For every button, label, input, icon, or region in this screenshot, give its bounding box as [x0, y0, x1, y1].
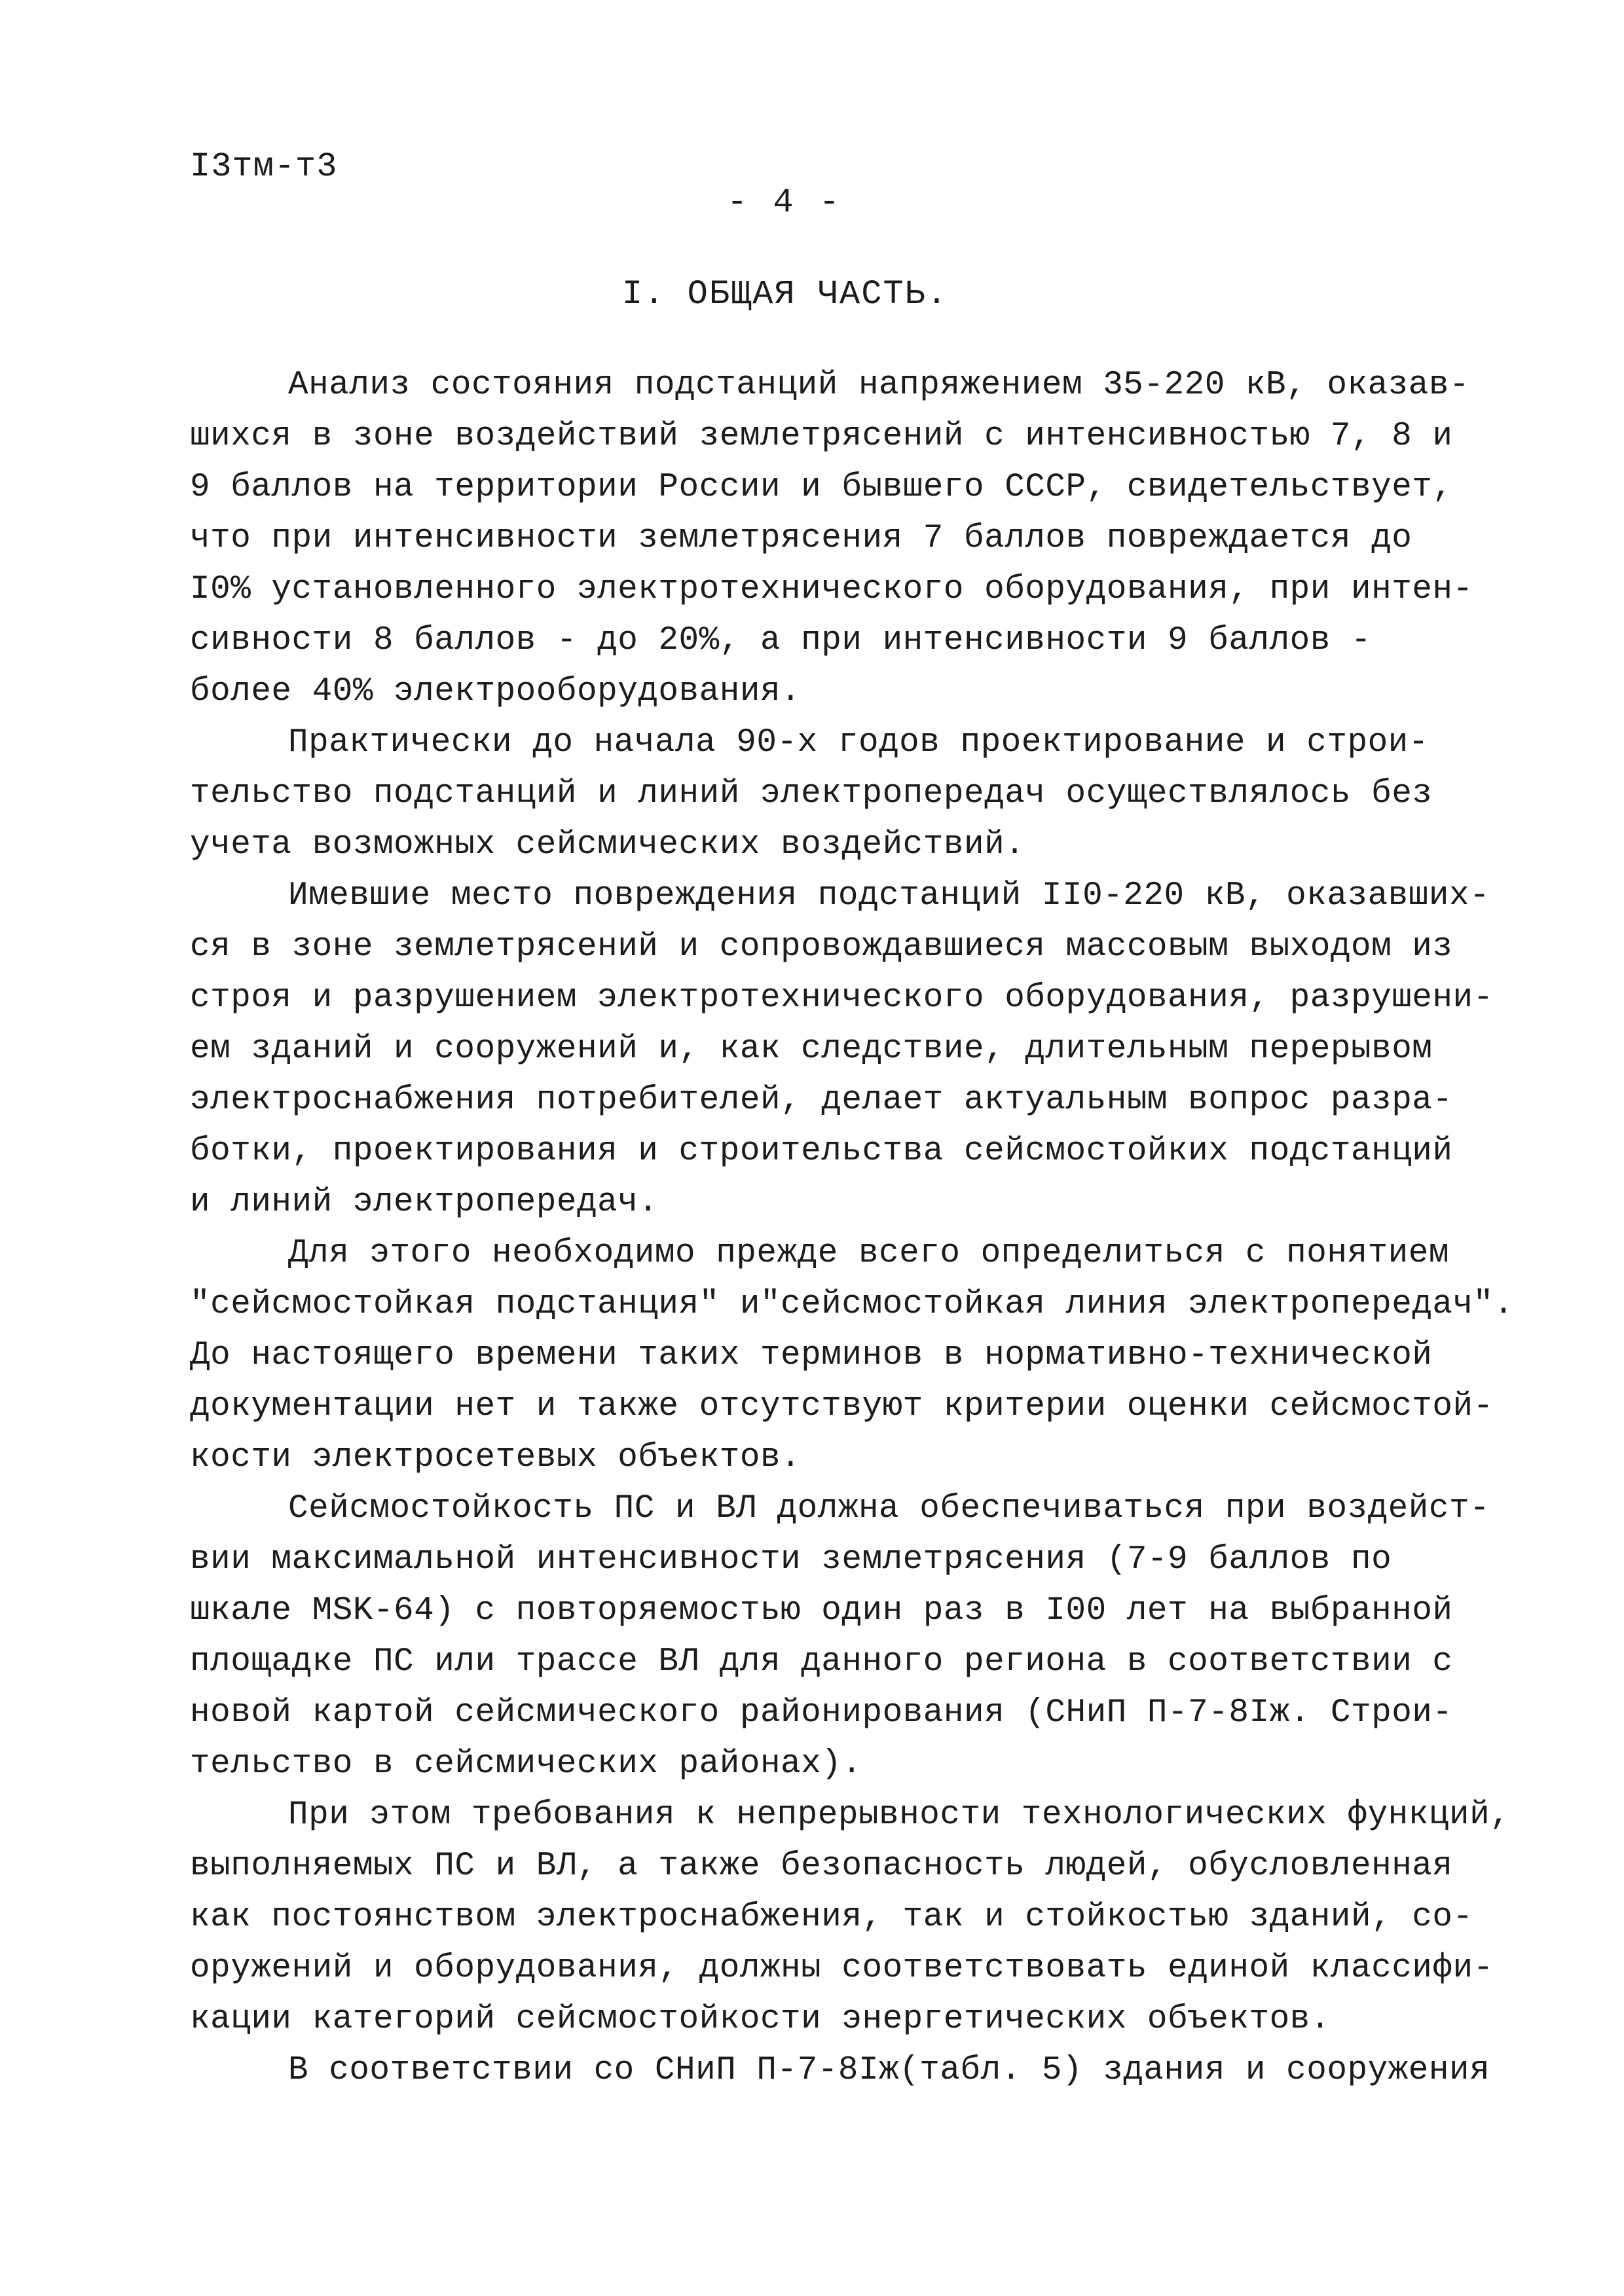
- text-line: учета возможных сейсмических воздействий.: [190, 826, 1025, 864]
- document-body: [190, 360, 1514, 2096]
- text-line: В соответствии со СНиП П-7-8Iж(табл. 5) здания и сооружения: [288, 2052, 1490, 2089]
- paragraph: [190, 871, 1494, 1228]
- text-line: что при интенсивности землетрясения 7 баллов повреждается до: [190, 520, 1412, 557]
- text-line: Анализ состояния подстанций напряжением 35-220 кВ, оказав-: [288, 367, 1470, 404]
- text-line: шихся в зоне воздействий землетрясений с интенсивностью 7, 8 и: [190, 418, 1453, 455]
- page-number: - 4 -: [727, 183, 843, 222]
- text-line: кости электросетевых объектов.: [190, 1439, 802, 1476]
- text-line: более 40% электрооборудования.: [190, 673, 802, 710]
- text-line: новой картой сейсмического районирования (СНиП П-7-8Iж. Строи-: [190, 1694, 1453, 1732]
- text-line: сивности 8 баллов - до 20%, а при интенсивности 9 баллов -: [190, 622, 1372, 659]
- text-line: тельство в сейсмических районах).: [190, 1745, 862, 1783]
- text-line: Сейсмостойкость ПС и ВЛ должна обеспечиваться при воздейст-: [288, 1490, 1490, 1527]
- text-line: электроснабжения потребителей, делает актуальным вопрос разра-: [190, 1082, 1453, 1119]
- document-code: I3тм-т3: [190, 147, 338, 186]
- paragraph: [190, 1228, 1514, 1484]
- text-line: площадке ПС или трассе ВЛ для данного региона в соответствии с: [190, 1643, 1453, 1681]
- text-line: "сейсмостойкая подстанция" и"сейсмостойкая линия электропередач".: [190, 1286, 1514, 1323]
- text-line: выполняемых ПС и ВЛ, а также безопасность людей, обусловленная: [190, 1848, 1453, 1885]
- text-line: и линий электропередач.: [190, 1184, 659, 1221]
- text-line: документации нет и также отсутствуют критерии оценки сейсмостой-: [190, 1388, 1494, 1425]
- text-line: До настоящего времени таких терминов в нормативно-технической: [190, 1337, 1433, 1374]
- paragraph: [190, 718, 1486, 871]
- text-line: вии максимальной интенсивности землетрясения (7-9 баллов по: [190, 1541, 1392, 1578]
- text-line: тельство подстанций и линий электропередач осуществлялось без: [190, 775, 1433, 812]
- paragraph: [190, 360, 1486, 718]
- paragraph: [190, 1790, 1511, 2045]
- text-line: ем зданий и сооружений и, как следствие, длительным перерывом: [190, 1030, 1433, 1068]
- text-line: как постоянством электроснабжения, так и стойкостью зданий, со-: [190, 1899, 1473, 1936]
- paragraph: [190, 2045, 1490, 2096]
- text-line: Имевшие место повреждения подстанций II0-220 кВ, оказавших-: [288, 877, 1490, 915]
- text-line: 9 баллов на территории России и бывшего СССР, свидетельствует,: [190, 469, 1453, 506]
- text-line: ботки, проектирования и строительства сейсмостойких подстанций: [190, 1133, 1453, 1170]
- text-line: шкале MSK-64) с повторяемостью один раз в I00 лет на выбранной: [190, 1592, 1453, 1630]
- text-line: I0% установленного электротехнического оборудования, при интен-: [190, 571, 1473, 608]
- text-line: Для этого необходимо прежде всего определиться с понятием: [288, 1235, 1449, 1272]
- text-line: ся в зоне землетрясений и сопровождавшиеся массовым выходом из: [190, 928, 1453, 966]
- text-line: кации категорий сейсмостойкости энергетических объектов.: [190, 2001, 1331, 2038]
- text-line: Практически до начала 90-х годов проектирование и строи-: [288, 724, 1429, 761]
- text-line: При этом требования к непрерывности технологических функций,: [288, 1796, 1511, 1834]
- section-title: I. ОБЩАЯ ЧАСТЬ.: [622, 275, 949, 314]
- text-line: строя и разрушением электротехнического оборудования, разрушени-: [190, 979, 1494, 1017]
- paragraph: [190, 1484, 1490, 1790]
- text-line: оружений и оборудования, должны соответствовать единой классифи-: [190, 1950, 1494, 1987]
